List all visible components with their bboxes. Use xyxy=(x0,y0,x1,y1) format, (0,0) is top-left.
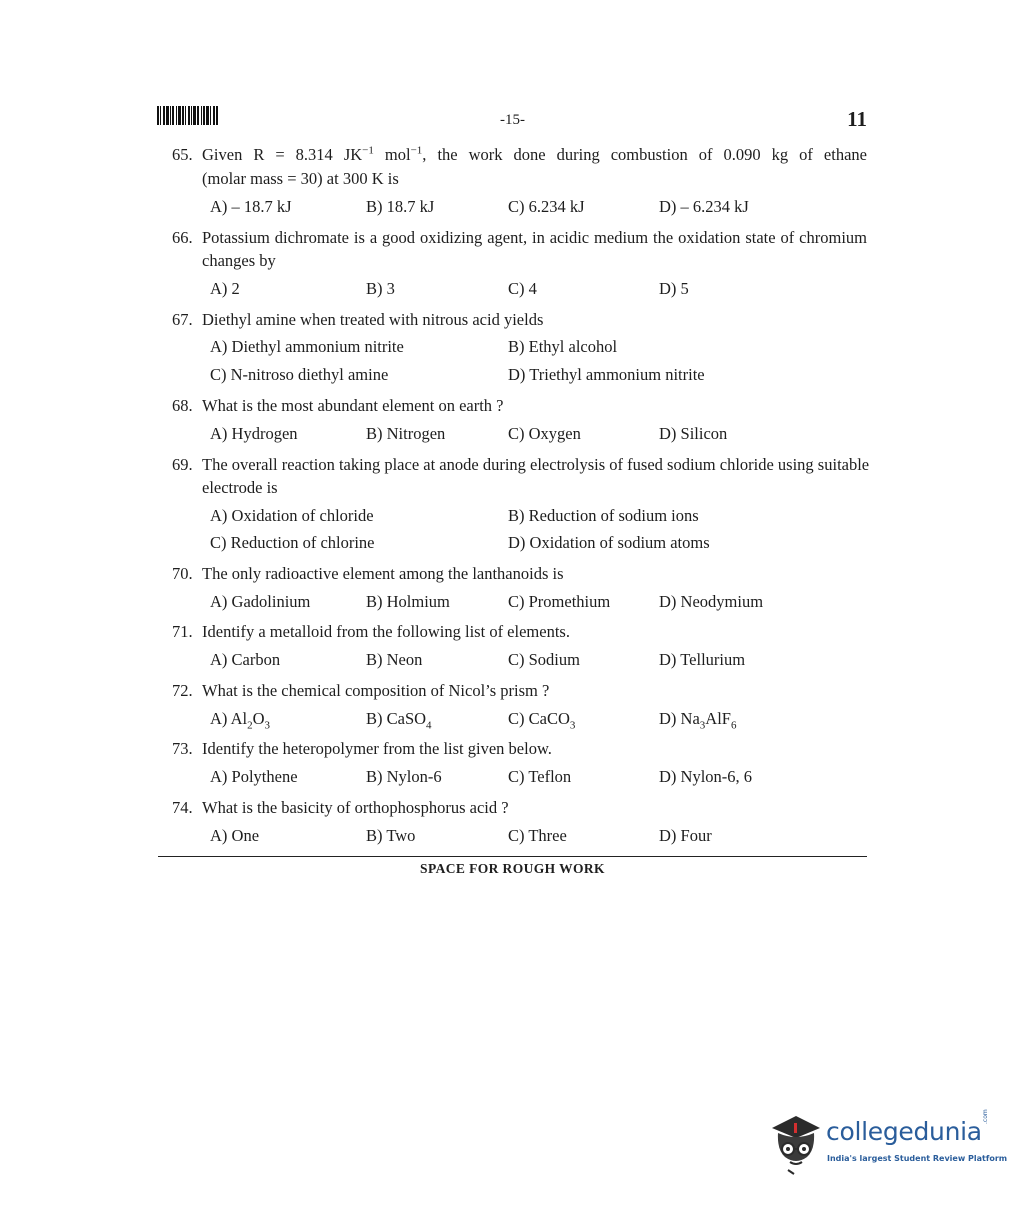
option-b: B) Neon xyxy=(366,650,423,669)
option-b: B) Reduction of sodium ions xyxy=(508,506,699,525)
option-c: C) CaCO$_3$ xyxy=(508,709,576,732)
question-number: 71. xyxy=(172,622,193,641)
option-b: B) Two xyxy=(366,826,416,845)
option-a: A) – 18.7 kJ xyxy=(210,197,292,216)
divider xyxy=(158,856,867,857)
option-b: B) Nitrogen xyxy=(366,424,446,443)
question-text: What is the chemical composition of Nicol’s prism ? xyxy=(202,681,550,700)
question-text: What is the most abundant element on earth ? xyxy=(202,396,504,415)
option-c: C) Oxygen xyxy=(508,424,581,443)
option-c: C) 4 xyxy=(508,279,537,298)
question-text-continued: electrode is xyxy=(202,478,278,497)
option-d: D) Tellurium xyxy=(659,650,746,669)
question-text: The overall reaction taking place at anode during electrolysis of fused sodium chloride using suitable xyxy=(202,455,870,474)
question-text-continued: (molar mass = 30) at 300 K is xyxy=(202,169,399,188)
option-a: A) $Al_2O_3$ xyxy=(210,709,271,732)
option-a: A) Carbon xyxy=(210,650,281,669)
question-number: 66. xyxy=(172,228,193,247)
question-text: What is the basicity of orthophosphorus acid ? xyxy=(202,798,509,817)
option-a: A) Oxidation of chloride xyxy=(210,506,374,525)
question-number: 68. xyxy=(172,396,193,415)
question-text: Given R = 8.314 $JK^{-1}$ mol$^{-1}$, the work done during combustion of 0.090 kg of ethane xyxy=(202,144,867,164)
question-text: Identify a metalloid from the following list of elements. xyxy=(202,622,570,641)
question-number: 65. xyxy=(172,145,193,164)
option-d: D) Silicon xyxy=(659,424,728,443)
option-c: C) Promethium xyxy=(508,592,611,611)
logo-wordmark: collegedunia xyxy=(826,1117,982,1146)
question-text: The only radioactive element among the lanthanoids is xyxy=(202,564,564,583)
option-a: A) Gadolinium xyxy=(210,592,311,611)
option-c: C) N-nitroso diethyl amine xyxy=(210,365,389,384)
question-text-continued: changes by xyxy=(202,251,276,270)
option-d: D) Four xyxy=(659,826,712,845)
question-number: 69. xyxy=(172,455,193,474)
booklet-code: 11 xyxy=(847,107,867,131)
option-c: C) Reduction of chlorine xyxy=(210,533,375,552)
option-d: D) $Na_3AlF_6$ xyxy=(659,709,737,732)
option-d: D) Neodymium xyxy=(659,592,764,611)
page-number: -15- xyxy=(500,112,525,128)
option-d: D) Triethyl ammonium nitrite xyxy=(508,365,705,384)
option-c: C) 6.234 kJ xyxy=(508,197,585,216)
question-number: 74. xyxy=(172,798,193,817)
question-number: 67. xyxy=(172,310,193,329)
option-c: C) Three xyxy=(508,826,567,845)
option-d: D) Nylon-6, 6 xyxy=(659,767,753,786)
option-a: A) Diethyl ammonium nitrite xyxy=(210,337,404,356)
option-b: B) 18.7 kJ xyxy=(366,197,435,216)
option-d: D) 5 xyxy=(659,279,689,298)
option-b: B) Ethyl alcohol xyxy=(508,337,618,356)
option-d: D) Oxidation of sodium atoms xyxy=(508,533,710,552)
question-text: Identify the heteropolymer from the list given below. xyxy=(202,739,552,758)
collegedunia-logo xyxy=(768,1106,1008,1176)
option-b: B) CaSO$_4$ xyxy=(366,709,432,732)
option-b: B) 3 xyxy=(366,279,395,298)
option-a: A) One xyxy=(210,826,260,845)
logo-domain: .com xyxy=(982,1109,989,1124)
option-b: B) Nylon-6 xyxy=(366,767,442,786)
student-mascot-icon xyxy=(768,1106,826,1176)
option-d: D) – 6.234 kJ xyxy=(659,197,749,216)
question-number: 73. xyxy=(172,739,193,758)
option-b: B) Holmium xyxy=(366,592,450,611)
option-c: C) Sodium xyxy=(508,650,580,669)
option-a: A) Hydrogen xyxy=(210,424,298,443)
option-c: C) Teflon xyxy=(508,767,572,786)
question-number: 70. xyxy=(172,564,193,583)
question-text: Diethyl amine when treated with nitrous acid yields xyxy=(202,310,544,329)
rough-work-label: SPACE FOR ROUGH WORK xyxy=(420,861,605,876)
option-a: A) 2 xyxy=(210,279,240,298)
logo-tagline: India's largest Student Review Platform xyxy=(827,1154,1008,1163)
option-a: A) Polythene xyxy=(210,767,298,786)
question-number: 72. xyxy=(172,681,193,700)
question-text: Potassium dichromate is a good oxidizing agent, in acidic medium the oxidation state of chromium xyxy=(202,228,867,247)
